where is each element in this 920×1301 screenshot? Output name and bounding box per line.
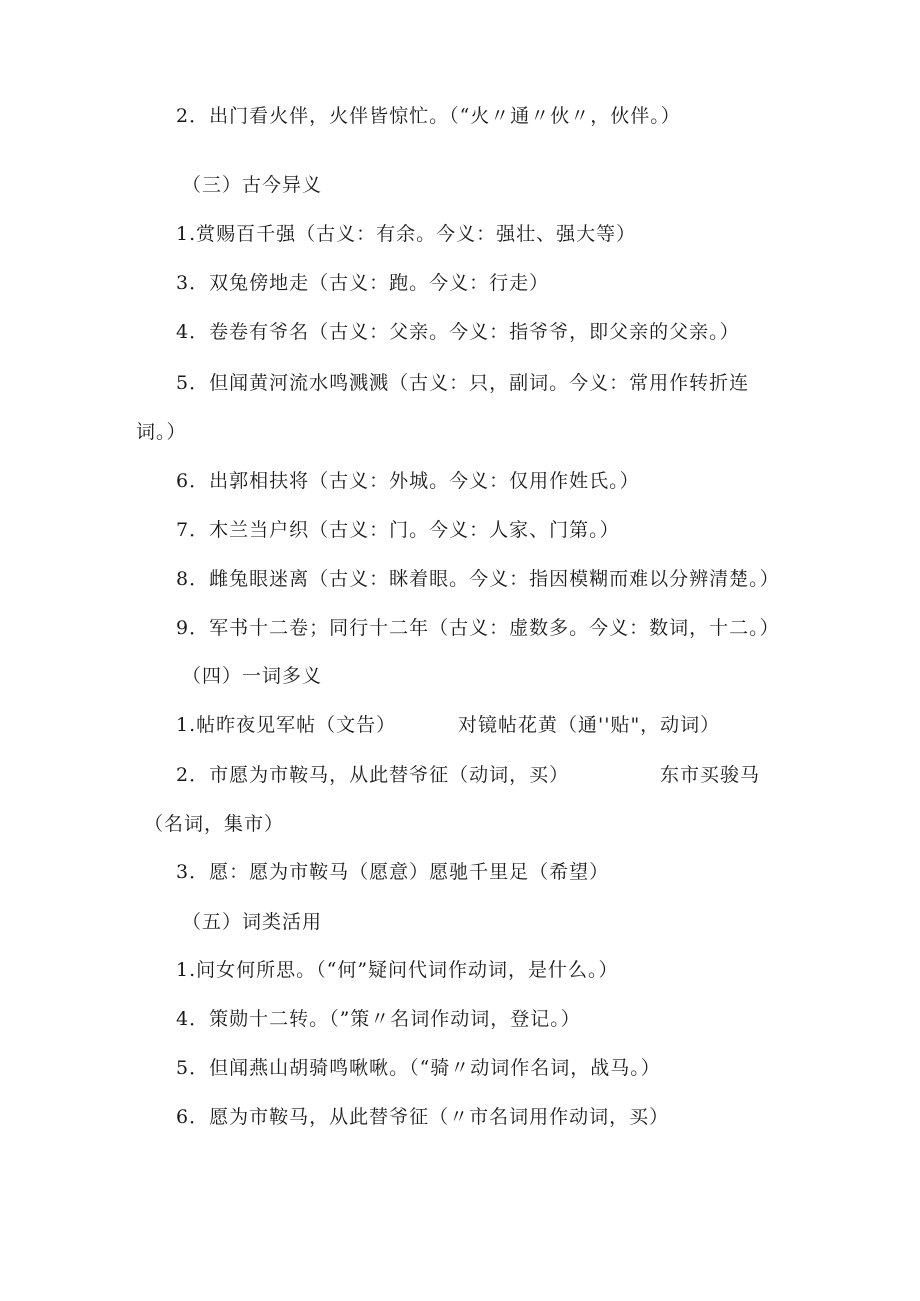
paragraph-line: 4．卷卷有爷名（古义：父亲。今义：指爷爷，即父亲的父亲。）	[176, 321, 740, 343]
section-heading: （三）古今异义	[182, 174, 323, 196]
paragraph-line: 6．出郭相扶将（古义：外城。今义：仅用作姓氏。）	[176, 470, 640, 492]
section-heading: （四）一词多义	[182, 665, 323, 687]
paragraph-line: 9．军书十二卷；同行十二年（古义：虚数多。今义：数词，十二。）	[176, 617, 780, 639]
paragraph-line: 7．木兰当户织（古义：门。今义：人家、门第。）	[176, 519, 620, 541]
paragraph-line: 3．愿：愿为市鞍马（愿意）愿驰千里足（希望）	[176, 861, 610, 883]
paragraph-line: 4．策勋十二转。（”策〃名词作动词，登记。）	[176, 1008, 581, 1030]
paragraph-line-continuation: 词。）	[136, 421, 187, 443]
paragraph-line: 2．市愿为市鞍马，从此替爷征（动词，买）	[176, 764, 570, 786]
paragraph-line-continuation: （名词，集市）	[144, 813, 285, 835]
paragraph-line: 5．但闻黄河流水鸣溅溅（古义：只，副词。今义：常用作转折连	[176, 372, 750, 394]
paragraph-line: 1.问女何所思。（“何”疑问代词作动词，是什么。）	[176, 959, 619, 981]
paragraph-line: 1.帖昨夜见军帖（文告）	[176, 714, 397, 736]
paragraph-line: 5．但闻燕山胡骑鸣啾啾。（“骑〃动词作名词，战马。）	[176, 1057, 661, 1079]
paragraph-line: 6．愿为市鞍马，从此替爷征（〃市名词用作动词，买）	[176, 1106, 670, 1128]
paragraph-line-second-part: 东市买骏马	[660, 764, 761, 786]
paragraph-line: 1.赏赐百千强（古义：有余。今义：强壮、强大等）	[176, 223, 637, 245]
paragraph-line: 2．出门看火伴，火伴皆惊忙。（“火〃通〃伙〃，伙伴。）	[176, 105, 681, 127]
paragraph-line-second-part: 对镜帖花黄（通''贴"，动词）	[458, 714, 721, 736]
section-heading: （五）词类活用	[182, 911, 323, 933]
paragraph-line: 8．雌兔眼迷离（古义：眯着眼。今义：指因模糊而难以分辨清楚。）	[176, 568, 780, 590]
paragraph-line: 3．双兔傍地走（古义：跑。今义：行走）	[176, 272, 550, 294]
